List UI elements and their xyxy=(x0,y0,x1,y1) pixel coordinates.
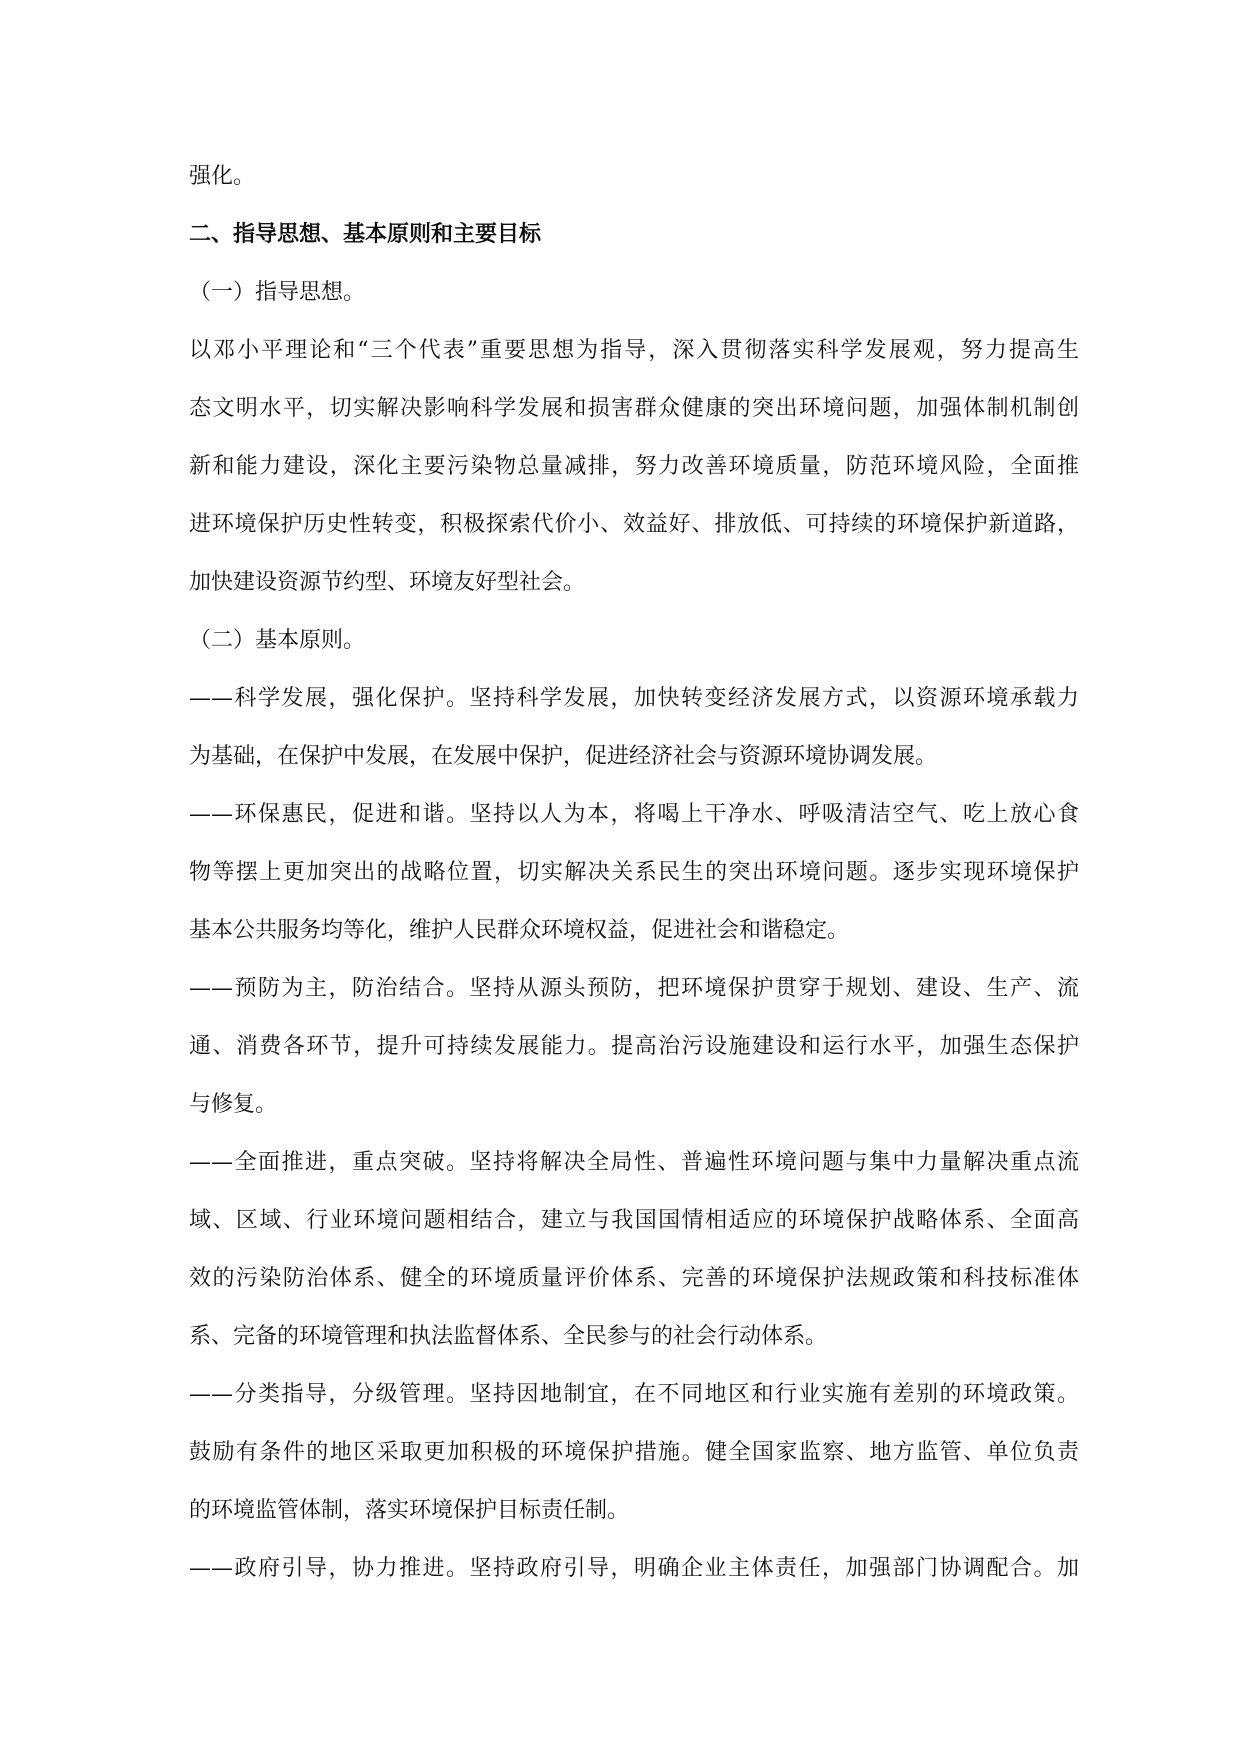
text-line: 鼓励有条件的地区采取更加积极的环境保护措施。健全国家监察、地方监管、单位负责 xyxy=(189,1440,1079,1465)
text-line: ——全面推进，重点突破。坚持将解决全局性、普遍性环境问题与集中力量解决重点流 xyxy=(189,1150,1079,1175)
text-line: 以邓小平理论和“三个代表”重要思想为指导，深入贯彻落实科学发展观，努力提高生 xyxy=(189,338,1079,363)
text-line: ——环保惠民，促进和谐。坚持以人为本，将喝上干净水、呼吸清洁空气、吃上放心食 xyxy=(189,802,1079,827)
subsection-heading: （一）指导思想。 xyxy=(189,280,366,305)
text-line: ——政府引导，协力推进。坚持政府引导，明确企业主体责任，加强部门协调配合。加 xyxy=(189,1556,1079,1581)
text-line: 为基础，在保护中发展，在发展中保护，促进经济社会与资源环境协调发展。 xyxy=(189,744,938,769)
subsection-heading: （二）基本原则。 xyxy=(189,628,366,653)
text-line: 的环境监管体制，落实环境保护目标责任制。 xyxy=(189,1498,630,1523)
text-line: 进环境保护历史性转变，积极探索代价小、效益好、排放低、可持续的环境保护新道路， xyxy=(189,512,1079,537)
section-heading: 二、指导思想、基本原则和主要目标 xyxy=(189,222,542,247)
text-line: ——分类指导，分级管理。坚持因地制宜，在不同地区和行业实施有差别的环境政策。 xyxy=(189,1382,1079,1407)
text-line: ——科学发展，强化保护。坚持科学发展，加快转变经济发展方式，以资源环境承载力 xyxy=(189,686,1079,711)
text-line: 效的污染防治体系、健全的环境质量评价体系、完善的环境保护法规政策和科技标准体 xyxy=(189,1266,1079,1291)
text-line: 基本公共服务均等化，维护人民群众环境权益，促进社会和谐稳定。 xyxy=(189,918,850,943)
text-line: 物等摆上更加突出的战略位置，切实解决关系民生的突出环境问题。逐步实现环境保护 xyxy=(189,860,1079,885)
text-line: 系、完备的环境管理和执法监督体系、全民参与的社会行动体系。 xyxy=(189,1324,828,1349)
document-body xyxy=(189,160,1079,1610)
text-line: 加快建设资源节约型、环境友好型社会。 xyxy=(189,570,586,595)
text-line: 强化。 xyxy=(189,164,256,189)
text-line: 与修复。 xyxy=(189,1092,278,1117)
text-line: ——预防为主，防治结合。坚持从源头预防，把环境保护贯穿于规划、建设、生产、流 xyxy=(189,976,1079,1001)
text-line: 域、区域、行业环境问题相结合，建立与我国国情相适应的环境保护战略体系、全面高 xyxy=(189,1208,1079,1233)
text-line: 通、消费各环节，提升可持续发展能力。提高治污设施建设和运行水平，加强生态保护 xyxy=(189,1034,1079,1059)
text-line: 态文明水平，切实解决影响科学发展和损害群众健康的突出环境问题，加强体制机制创 xyxy=(189,396,1079,421)
text-line: 新和能力建设，深化主要污染物总量减排，努力改善环境质量，防范环境风险，全面推 xyxy=(189,454,1079,479)
